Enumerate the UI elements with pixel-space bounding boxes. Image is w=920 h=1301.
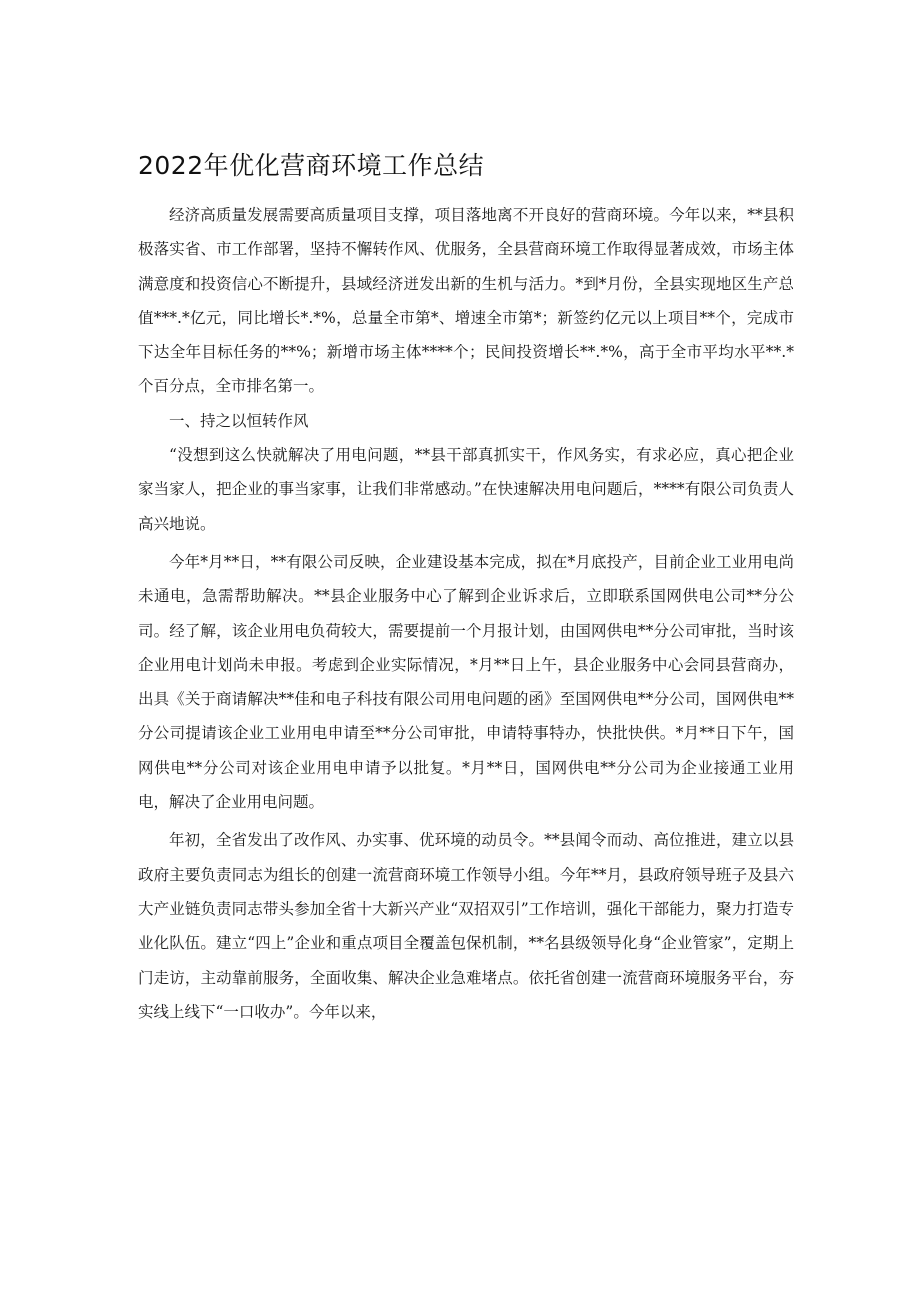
mobilization-paragraph: 年初，全省发出了改作风、办实事、优环境的动员令。**县闻令而动、高位推进，建立以县政府主要负责同志为组长的创建一流营商环境工作领导小组。今年**月，县政府领导班子及县六大产业链负责同志带头参加全省十大新兴产业“双招双引”工作培训，强化干部能力，聚力打造专业化队伍。建立“四上”企业和重点项目全覆盖包保机制，**名县级领导化身“企业管家”，定期上门走访，主动靠前服务，全面收集、解决企业急难堵点。依托省创建一流营商环境服务平台，夯实线上线下“一口收办”。今年以来， bbox=[138, 831, 794, 1021]
section-heading: 一、持之以恒转作风 bbox=[169, 411, 309, 430]
case-paragraph: 今年*月**日，**有限公司反映，企业建设基本完成，拟在*月底投产，目前企业工业用电尚未通电，急需帮助解决。**县企业服务中心了解到企业诉求后，立即联系国网供电公司**分公司。经了解，该企业用电负荷较大，需要提前一个月报计划，由国网供电**分公司审批，当时该企业用电计划尚未申报。考虑到企业实际情况，*月**日上午，县企业服务中心会同县营商办，出具《关于商请解决**佳和电子科技有限公司用电问题的函》至国网供电**分公司，国网供电**分公司提请该企业工业用电申请至**分公司审批，申请特事特办，快批快供。*月**日下午，国网供电**分公司对该企业用电申请予以批复。*月**日，国网供电**分公司为企业接通工业用电，解决了企业用电问题。 bbox=[138, 552, 794, 812]
quote-paragraph: “没想到这么快就解决了用电问题，**县干部真抓实干，作风务实，有求必应，真心把企业家当家人，把企业的事当家事，让我们非常感动。”在快速解决用电问题后，****有限公司负责人高兴地说。 bbox=[138, 446, 794, 533]
intro-paragraph: 经济高质量发展需要高质量项目支撑，项目落地离不开良好的营商环境。今年以来，**县积极落实省、市工作部署，坚持不懈转作风、优服务，全县营商环境工作取得显著成效，市场主体满意度和投资信心不断提升，县域经济迸发出新的生机与活力。*到*月份，全县实现地区生产总值***.*亿元，同比增长*.*%，总量全市第*、增速全市第*；新签约亿元以上项目**个，完成市下达全年目标任务的**%；新增市场主体****个；民间投资增长**.*%，高于全市平均水平**.*个百分点，全市排名第一。 bbox=[138, 206, 794, 396]
document-body bbox=[138, 198, 794, 1029]
document-title: 2022年优化营商环境工作总结 bbox=[138, 151, 485, 180]
